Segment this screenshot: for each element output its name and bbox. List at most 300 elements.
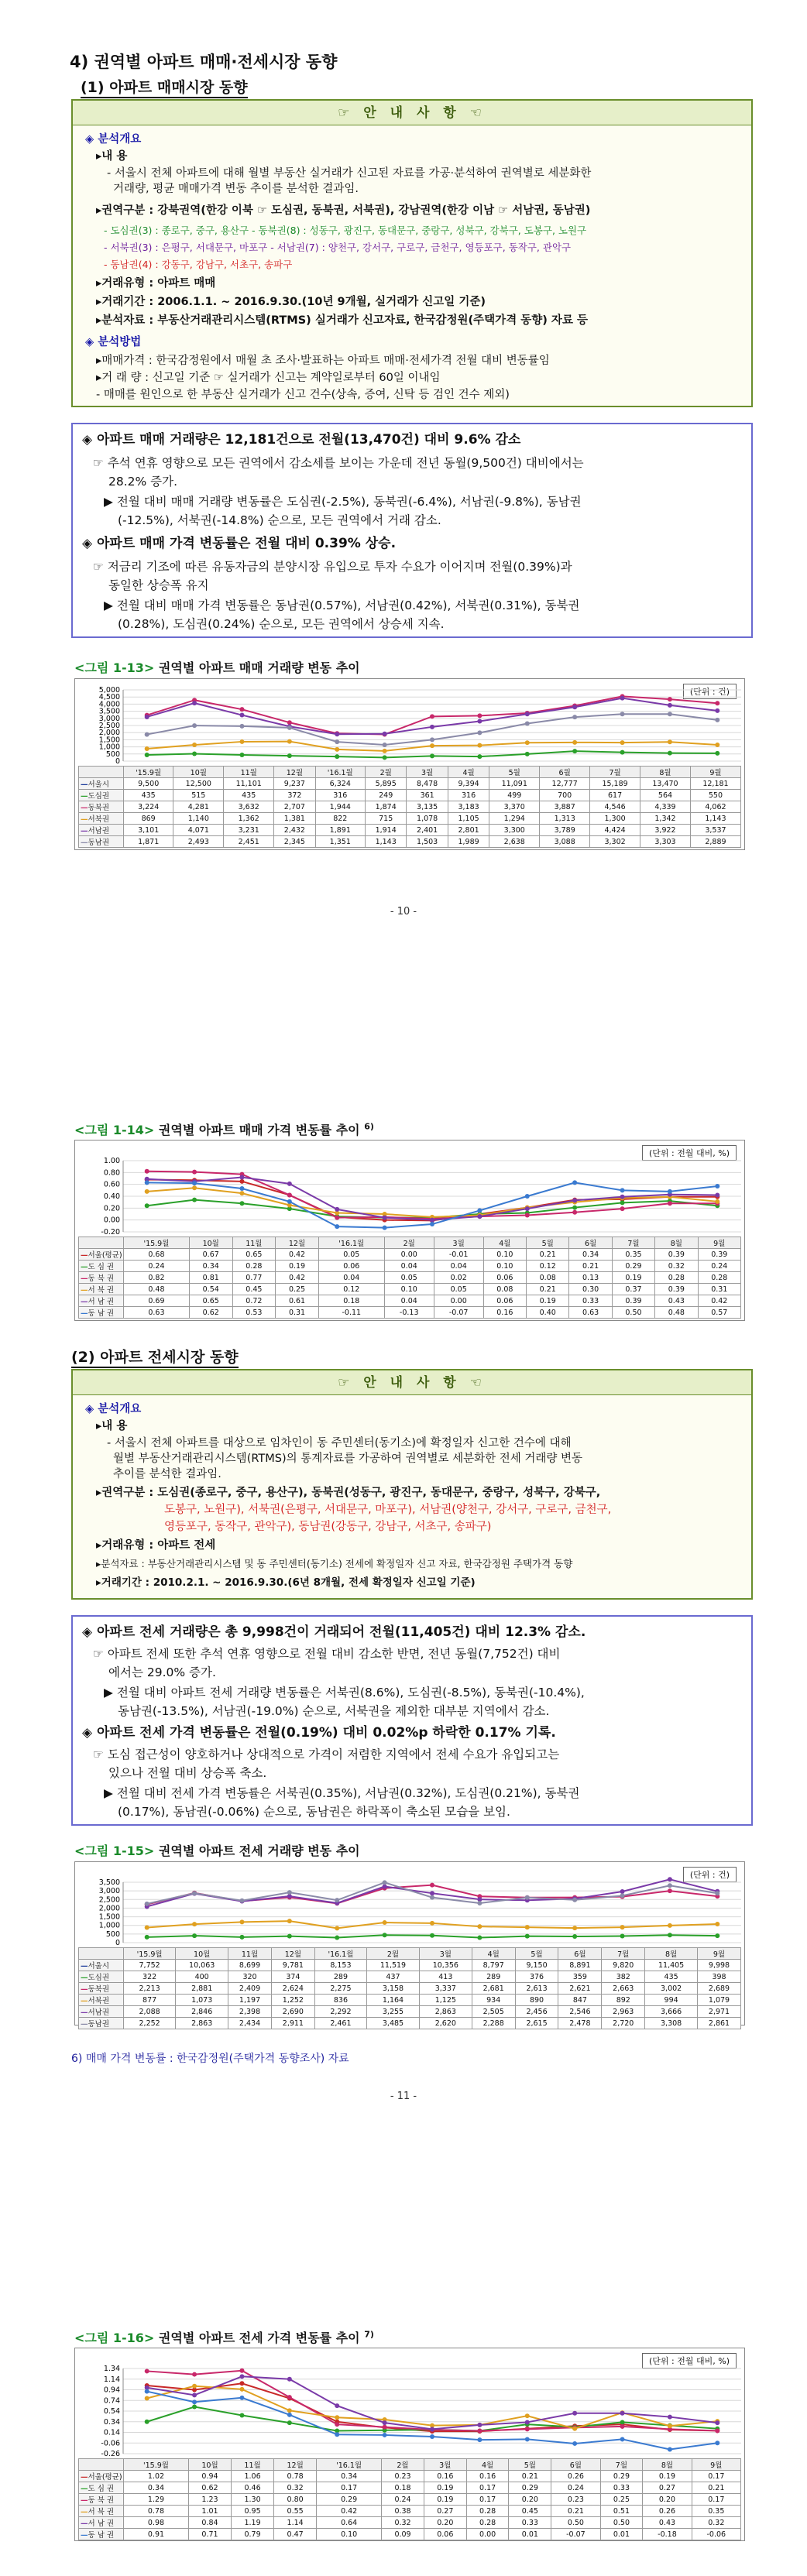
table-cell: 0.72	[232, 1295, 276, 1307]
data-point	[192, 752, 197, 756]
table-cell: 322	[124, 1971, 176, 1983]
figure-title	[74, 658, 360, 676]
data-point	[145, 1203, 149, 1208]
table-cell: 435	[645, 1971, 698, 1983]
data-point	[668, 703, 672, 708]
summary-line: ▶ 전월 대비 매매 가격 변동률은 동남권(0.57%), 서남권(0.42%), 서북권(0.31%), 동북권	[104, 599, 580, 612]
data-point	[335, 2422, 339, 2427]
table-column-header: 7월	[612, 1237, 654, 1249]
table-row	[79, 1960, 741, 1971]
data-point	[383, 1216, 387, 1220]
table-cell: 2,615	[515, 2018, 558, 2029]
data-point	[477, 1924, 482, 1929]
legend-swatch: —	[81, 1997, 88, 2005]
table-cell: 413	[419, 1971, 472, 1983]
table-cell: 0.27	[643, 2482, 692, 2494]
y-tick-label: 0.80	[103, 1168, 120, 1178]
table-cell: 2,863	[176, 2018, 228, 2029]
table-cell: 0.31	[276, 1307, 319, 1319]
y-tick-label: 1,000	[98, 1921, 120, 1930]
series-line	[147, 1180, 718, 1221]
table-cell: 1,891	[315, 825, 365, 836]
data-table	[78, 766, 741, 848]
summary-line: ☞ 도심 접근성이 양호하거나 상대적으로 가격이 저렴한 지역에서 전세 수요가 유입되고는	[93, 1748, 560, 1761]
data-point	[715, 751, 719, 756]
y-tick-label: 1.34	[103, 2365, 120, 2373]
data-point	[668, 2447, 672, 2452]
table-row	[79, 801, 741, 813]
table-cell: 3,485	[367, 2018, 420, 2029]
series-label: —서북권	[79, 813, 124, 825]
table-cell: 0.28	[466, 2506, 509, 2517]
table-column-header: 12월	[271, 1948, 314, 1960]
table-column-header: 10월	[176, 1948, 228, 1960]
data-point	[477, 1208, 482, 1213]
table-cell: -0.07	[434, 1307, 483, 1319]
table-cell: 2,707	[274, 801, 315, 813]
table-cell: 4,339	[640, 801, 691, 813]
table-cell: 1,351	[315, 836, 365, 848]
table-column-header: '16.1월	[315, 767, 365, 778]
table-column-header: 3월	[434, 1237, 483, 1249]
table-cell: 372	[274, 790, 315, 801]
table-header-row	[79, 1237, 741, 1249]
table-row	[79, 813, 741, 825]
table-cell: 515	[173, 790, 224, 801]
table-cell: 374	[271, 1971, 314, 1983]
data-point	[287, 1890, 292, 1895]
y-tick-label: 3,000	[98, 1887, 120, 1896]
table-column-header: 3월	[407, 767, 448, 778]
data-point	[192, 1170, 197, 1175]
summary-line: ☞ 추석 연휴 영향으로 모든 권역에서 감소세를 보이는 가운데 전년 동월(9,500건) 대비에서는	[93, 456, 584, 470]
y-tick-label: 1,500	[98, 1912, 120, 1922]
table-cell: 0.25	[276, 1284, 319, 1295]
table-cell: 3,002	[645, 1983, 698, 1995]
data-point	[525, 740, 530, 745]
data-point	[239, 1191, 244, 1195]
table-cell: 0.04	[318, 1272, 384, 1284]
table-cell: 3,370	[489, 801, 540, 813]
table-column-header: 11월	[232, 1237, 276, 1249]
table-cell: 0.35	[612, 1249, 654, 1261]
figure-label: <그림 1-15>	[74, 1844, 155, 1858]
data-point	[192, 1922, 197, 1926]
data-point	[668, 2415, 672, 2420]
table-cell: 1,871	[124, 836, 173, 848]
table-cell: 0.43	[655, 1295, 698, 1307]
table-cell: 2,690	[271, 2006, 314, 2018]
table-cell: 0.34	[189, 1261, 232, 1272]
data-point	[620, 696, 625, 701]
table-cell: 0.32	[692, 2517, 740, 2529]
data-point	[715, 701, 719, 705]
table-cell: 0.42	[317, 2506, 382, 2517]
plot-area	[75, 1862, 744, 1947]
table-cell: 8,478	[407, 778, 448, 790]
y-tick-label: 1,500	[98, 736, 120, 745]
table-cell: 376	[515, 1971, 558, 1983]
table-cell: 0.17	[692, 2494, 740, 2506]
unit-label: (단위 : 건)	[683, 1867, 737, 1882]
table-cell: 9,237	[274, 778, 315, 790]
notice-line: ▸권역구분 : 강북권역(한강 이북 ☞ 도심권, 동북권, 서북권), 강남권역(한강 이남 ☞ 서남권, 동남권)	[96, 204, 591, 217]
table-column-header: 12월	[274, 767, 315, 778]
table-row	[79, 1995, 741, 2006]
table-column-header: '16.1월	[314, 1948, 366, 1960]
table-cell: -0.07	[551, 2529, 600, 2540]
legend-swatch: —	[81, 1974, 88, 1982]
table-cell: 0.69	[124, 1295, 190, 1307]
series-label: —서울(평균)	[79, 2471, 124, 2482]
data-point	[239, 1899, 244, 1903]
table-cell: 0.35	[692, 2506, 740, 2517]
table-cell: 0.19	[527, 1295, 569, 1307]
table-cell: 0.19	[424, 2494, 466, 2506]
table-column-header: 3월	[419, 1948, 472, 1960]
series-label: —도심권	[79, 790, 124, 801]
legend-swatch: —	[81, 2473, 88, 2482]
table-cell: 361	[407, 790, 448, 801]
legend-swatch: —	[81, 1274, 88, 1283]
table-cell: 1,105	[448, 813, 489, 825]
data-point	[572, 1198, 577, 1202]
summary-line: 28.2% 증가.	[108, 475, 178, 489]
data-point	[430, 753, 434, 758]
table-cell: 0.08	[527, 1272, 569, 1284]
table-cell: 2,432	[274, 825, 315, 836]
data-point	[430, 2427, 434, 2431]
table-column-header: 4월	[483, 1237, 526, 1249]
data-point	[525, 1895, 530, 1900]
data-point	[239, 1186, 244, 1191]
table-cell: 359	[558, 1971, 602, 1983]
legend-swatch: —	[81, 2485, 88, 2493]
table-cell: 0.64	[317, 2517, 382, 2529]
series-label: —서울시	[79, 1960, 124, 1971]
table-column-header: 3월	[424, 2459, 466, 2471]
table-cell: 0.43	[643, 2517, 692, 2529]
table-cell: 316	[448, 790, 489, 801]
table-cell: 0.71	[188, 2529, 231, 2540]
y-tick-label: 1,000	[98, 743, 120, 752]
data-point	[620, 1188, 625, 1192]
data-point	[620, 1893, 625, 1898]
data-point	[572, 2427, 577, 2431]
summary-line: 동일한 상승폭 유지	[108, 578, 209, 592]
table-cell: 0.21	[527, 1249, 569, 1261]
table-column-header: 10월	[173, 767, 224, 778]
data-point	[620, 1195, 625, 1199]
table-cell: 0.05	[318, 1249, 384, 1261]
notice-line: ▸거래유형 : 아파트 매매	[96, 277, 216, 290]
table-cell: 289	[472, 1971, 515, 1983]
summary-line: (-12.5%), 서북권(-14.8%) 순으로, 모든 권역에서 거래 감소.	[118, 513, 441, 527]
table-column-header: 9월	[698, 1948, 741, 1960]
data-point	[239, 724, 244, 729]
y-tick-label: 2,500	[98, 722, 120, 730]
data-table	[78, 1947, 741, 2029]
table-cell: 0.32	[274, 2482, 317, 2494]
table-cell: 0.81	[189, 1272, 232, 1284]
notice-line: 월별 부동산거래관리시스템(RTMS)의 통계자료를 가공하여 권역별로 세분화한 전세 거래량 변동	[113, 1453, 583, 1465]
table-cell: 4,071	[173, 825, 224, 836]
table-cell: 617	[590, 790, 640, 801]
notice-line: 추이를 분석한 결과임.	[113, 1468, 221, 1480]
table-cell: 0.25	[600, 2494, 643, 2506]
table-column-header: 4월	[472, 1948, 515, 1960]
table-row	[79, 2006, 741, 2018]
table-cell: -0.18	[643, 2529, 692, 2540]
table-cell: 3,302	[590, 836, 640, 848]
legend-swatch: —	[81, 2008, 88, 2017]
table-cell: 3,308	[645, 2018, 698, 2029]
table-cell: 1,078	[407, 813, 448, 825]
data-point	[192, 1933, 197, 1938]
data-point	[715, 718, 719, 722]
series-label: —서 남 권	[79, 1295, 124, 1307]
data-point	[715, 1922, 719, 1926]
table-cell: 3,300	[489, 825, 540, 836]
table-cell: -0.06	[692, 2529, 740, 2540]
data-point	[145, 746, 149, 751]
table-cell: 2,456	[515, 2006, 558, 2018]
data-point	[572, 1210, 577, 1215]
data-point	[335, 1207, 339, 1212]
plot-area	[75, 1141, 744, 1237]
y-tick-label: 2,500	[98, 1895, 120, 1905]
table-cell: 2,288	[472, 2018, 515, 2029]
table-cell: 0.16	[483, 1307, 526, 1319]
figure-title-text: 권역별 아파트 전세 가격 변동률 추이	[158, 2331, 360, 2345]
data-point	[668, 697, 672, 701]
table-cell: 2,275	[314, 1983, 366, 1995]
table-cell: 0.50	[551, 2517, 600, 2529]
notice-line: ◈ 분석개요	[85, 133, 142, 146]
data-point	[715, 2428, 719, 2433]
table-column-header: 5월	[527, 1237, 569, 1249]
data-point	[668, 1201, 672, 1206]
data-point	[620, 2420, 625, 2424]
data-point	[430, 737, 434, 742]
data-point	[287, 1199, 292, 1204]
data-point	[145, 2368, 149, 2373]
y-tick-label: 0	[115, 757, 120, 766]
data-point	[525, 1925, 530, 1929]
table-cell: 0.42	[276, 1249, 319, 1261]
data-point	[477, 2423, 482, 2427]
legend-swatch: —	[81, 1251, 88, 1260]
table-cell: -0.01	[434, 1249, 483, 1261]
data-point	[620, 2424, 625, 2429]
notice-line: 도봉구, 노원구), 서북권(은평구, 서대문구, 마포구), 서남권(양천구, 강서구, 구로구, 금천구,	[164, 1504, 612, 1516]
data-point	[383, 2420, 387, 2425]
table-cell: 0.27	[424, 2506, 466, 2517]
summary-line: ☞ 저금리 기조에 따른 유동자금의 분양시장 유입으로 투자 수요가 이어지며 전월(0.39%)과	[93, 560, 572, 574]
y-tick-label: 2,000	[98, 729, 120, 738]
data-point	[145, 1189, 149, 1194]
data-point	[192, 701, 197, 705]
notice-line: 영등포구, 동작구, 관악구), 동남권(강동구, 강남구, 서초구, 송파구)	[164, 1521, 492, 1533]
data-point	[572, 705, 577, 709]
table-row	[79, 2529, 741, 2540]
table-cell: 2,434	[228, 2018, 272, 2029]
legend-swatch: —	[81, 1962, 88, 1971]
table-cell: 2,889	[690, 836, 740, 848]
table-column-header: 5월	[515, 1948, 558, 1960]
table-cell: 15,189	[590, 778, 640, 790]
table-corner	[79, 2459, 124, 2471]
series-label: —서울시	[79, 778, 124, 790]
table-row	[79, 2494, 741, 2506]
table-cell: 0.67	[189, 1249, 232, 1261]
table-cell: 0.78	[124, 2506, 189, 2517]
table-cell: 0.09	[382, 2529, 424, 2540]
series-label: —서 북 권	[79, 1284, 124, 1295]
table-cell: 0.17	[466, 2482, 509, 2494]
table-cell: 0.39	[612, 1295, 654, 1307]
notice-line: ◈ 분석개요	[85, 1403, 142, 1415]
table-cell: 9,820	[602, 1960, 645, 1971]
data-point	[239, 1201, 244, 1206]
data-point	[192, 2392, 197, 2397]
y-tick-label: 4,500	[98, 693, 120, 702]
legend-swatch: —	[81, 827, 88, 835]
table-cell: 1,313	[540, 813, 590, 825]
table-cell: 0.12	[318, 1284, 384, 1295]
summary-line: ▶ 전월 대비 전세 가격 변동률은 서북권(0.35%), 서남권(0.32%), 도심권(0.21%), 동북권	[104, 1786, 580, 1800]
table-cell: 2,461	[314, 2018, 366, 2029]
table-column-header: 6월	[558, 1948, 602, 1960]
summary-line: 동남권(-13.5%), 서남권(-19.0%) 순으로, 서북권을 제외한 대부분 지역에서 감소.	[118, 1704, 550, 1718]
table-cell: 3,158	[367, 1983, 420, 1995]
table-cell: 0.06	[318, 1261, 384, 1272]
data-point	[525, 2427, 530, 2431]
data-point	[383, 1933, 387, 1937]
table-cell: 0.80	[274, 2494, 317, 2506]
table-column-header: 8월	[655, 1237, 698, 1249]
table-cell: 1,362	[224, 813, 274, 825]
data-point	[525, 721, 530, 725]
y-tick-label: 0.20	[103, 1204, 120, 1213]
table-cell: 1.02	[124, 2471, 189, 2482]
y-tick-label: 500	[105, 1929, 120, 1939]
data-point	[668, 1933, 672, 1937]
table-row	[79, 1284, 741, 1295]
series-label: —동남권	[79, 836, 124, 848]
y-tick-label: -0.20	[101, 1228, 120, 1237]
table-cell: 9,998	[698, 1960, 741, 1971]
table-column-header: 10월	[189, 1237, 232, 1249]
table-header-row	[79, 2459, 741, 2471]
legend-swatch: —	[81, 1298, 88, 1306]
legend-swatch: —	[81, 2020, 88, 2029]
data-point	[192, 1891, 197, 1895]
table-cell: 0.39	[655, 1284, 698, 1295]
data-point	[525, 2413, 530, 2418]
table-cell: 0.65	[232, 1249, 276, 1261]
data-point	[145, 1935, 149, 1940]
table-cell: 1,874	[365, 801, 406, 813]
table-cell: 5,895	[365, 778, 406, 790]
data-point	[145, 753, 149, 757]
table-cell: 0.32	[655, 1261, 698, 1272]
notice-box-1	[71, 99, 753, 407]
data-point	[572, 2411, 577, 2416]
data-point	[239, 1175, 244, 1179]
data-point	[668, 739, 672, 744]
table-cell: 2,846	[176, 2006, 228, 2018]
table-cell: 3,135	[407, 801, 448, 813]
data-point	[572, 1926, 577, 1930]
summary-line: ◈ 아파트 매매 가격 변동률은 전월 대비 0.39% 상승.	[82, 536, 397, 551]
table-cell: -0.11	[318, 1307, 384, 1319]
table-cell: 2,720	[602, 2018, 645, 2029]
y-tick-label: 0.74	[103, 2396, 120, 2406]
table-cell: 0.10	[483, 1261, 526, 1272]
notice-line: - 동남권(4) : 강동구, 강남구, 서초구, 송파구	[104, 259, 293, 270]
table-cell: 499	[489, 790, 540, 801]
series-label: —서 남 권	[79, 2517, 124, 2529]
table-cell: 3,922	[640, 825, 691, 836]
y-tick-label: 0.94	[103, 2386, 120, 2395]
table-column-header: '15.9월	[124, 2459, 189, 2471]
table-cell: 0.78	[274, 2471, 317, 2482]
series-label: —서 북 권	[79, 2506, 124, 2517]
table-cell: 9,781	[271, 1960, 314, 1971]
data-point	[572, 1206, 577, 1210]
table-cell: 4,424	[590, 825, 640, 836]
table-cell: 11,101	[224, 778, 274, 790]
y-tick-label: 2,000	[98, 1904, 120, 1913]
data-point	[383, 2433, 387, 2437]
data-point	[287, 753, 292, 758]
data-point	[145, 1180, 149, 1185]
table-row	[79, 1295, 741, 1307]
data-point	[477, 2428, 482, 2433]
table-cell: 0.01	[509, 2529, 551, 2540]
data-point	[145, 715, 149, 719]
table-corner	[79, 1237, 124, 1249]
chart-fig14	[74, 1140, 745, 1321]
data-point	[287, 1192, 292, 1197]
data-point	[715, 1199, 719, 1204]
table-cell: 2,505	[472, 2006, 515, 2018]
table-cell: 0.16	[466, 2471, 509, 2482]
table-cell: 0.33	[569, 1295, 612, 1307]
table-cell: 0.29	[612, 1261, 654, 1272]
table-cell: 8,699	[228, 1960, 272, 1971]
data-point	[335, 1898, 339, 1902]
data-point	[525, 1213, 530, 1218]
table-cell: 0.48	[124, 1284, 190, 1295]
notice-line: ▸권역구분 : 도심권(종로구, 중구, 용산구), 동북권(성동구, 광진구, 동대문구, 중랑구, 성북구, 강북구,	[96, 1487, 601, 1499]
table-cell: 0.18	[318, 1295, 384, 1307]
table-column-header: '15.9월	[124, 1948, 176, 1960]
table-cell: 3,789	[540, 825, 590, 836]
series-label: —도 심 권	[79, 1261, 124, 1272]
data-point	[192, 2405, 197, 2410]
table-cell: 0.33	[600, 2482, 643, 2494]
table-cell: 11,405	[645, 1960, 698, 1971]
table-cell: 6,324	[315, 778, 365, 790]
table-column-header: '15.9월	[124, 767, 173, 778]
y-tick-label: -0.06	[101, 2439, 120, 2448]
y-tick-label: 3,500	[98, 1878, 120, 1887]
table-cell: 0.21	[551, 2506, 600, 2517]
legend-swatch: —	[81, 2496, 88, 2505]
data-point	[715, 708, 719, 713]
